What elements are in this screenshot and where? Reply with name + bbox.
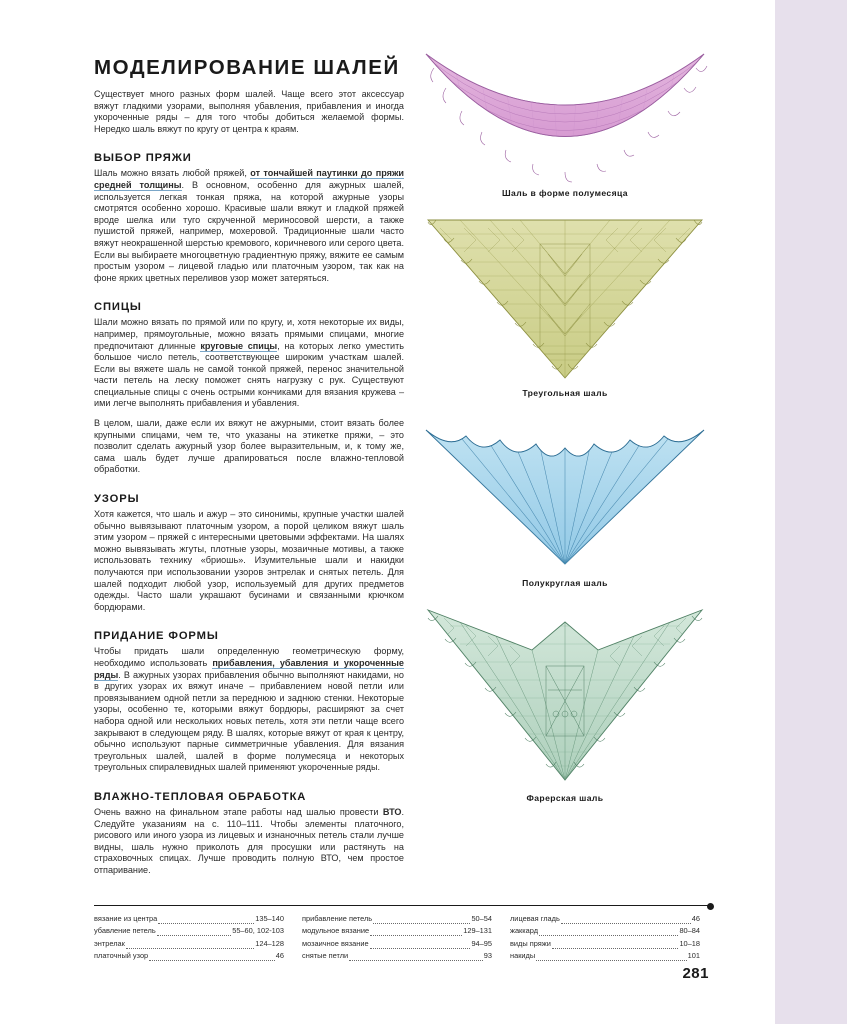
index-entry-label: модульное вязание (302, 926, 370, 936)
crescent-shawl-illustration (420, 44, 710, 184)
index-entry-page: 101 (687, 951, 700, 961)
section-paragraph-blocking-1: Очень важно на финальном этапе работы над шалью провести ВТО. Следуйте указаниям на с. 110–111. Чтобы элементы платочного, рисового или иного узора из лицевых и изнаночных петель стали лучше видны, шаль нужно приколоть для просушки или растянуть на страховочных спицах. Лучше проводить полную ВТО, чем простое отпаривание. (94, 806, 404, 875)
index-leader (370, 928, 462, 936)
page-edge-strip (775, 0, 847, 1024)
section-paragraph-shaping-1: Чтобы придать шали определенную геометрическую форму, необходимо использовать прибавления, убавления и укороченные ряды. В ажурных узорах прибавления обычно выполняют накидами, но в других узорах их вяжут иначе – прибавлением новой петли или провязыванием одной петли за переднюю и заднюю стенки. Некоторые узоры, особенно те, которыми вяжут бордюры, расширяют за счет набора одной или нескольких новых петель, хотя эти петли чаще всего закрывают в следующем ряду. В шалях, которые вяжут от края к центру, обычно используют парные симметричные убавления. Для вязания треугольных шалей, шалей в форме полумесяца и некоторых треугольных спиралевидных шалей применяют укороченные ряды. (94, 646, 404, 773)
index-entry-page: 50–54 (471, 914, 492, 923)
index-entry-page: 10–18 (679, 938, 700, 948)
index-entry[interactable] (510, 938, 700, 950)
index-entry[interactable] (510, 913, 700, 925)
index-entry-label: жаккард (510, 926, 539, 936)
page-title: МОДЕЛИРОВАНИЕ ШАЛЕЙ (94, 56, 400, 79)
index-column-1 (94, 913, 284, 963)
index-entry-page: 93 (483, 951, 492, 961)
cross-reference-index (94, 913, 716, 963)
figure-caption-triangle: Треугольная шаль (522, 388, 608, 398)
figure-caption-faroese: Фарерская шаль (526, 793, 604, 803)
index-entry-page: 124–128 (255, 938, 284, 948)
index-entry-page: 46 (275, 951, 284, 961)
section-paragraph-needles-2: В целом, шали, даже если их вяжут не ажурными, стоит вязать более крупными спицами, чем те, что указаны на этикетке пряжи, – это позволит сделать ажурный узор более выразительным, и, к тому же, сама шаль будет лучше драпироваться после влажно-тепловой обработки. (94, 418, 404, 475)
article-text-column (94, 56, 404, 876)
section-paragraph-patterns-1: Хотя кажется, что шаль и ажур – это синонимы, крупные участки шалей обычно вывязывают платочным узором, а порой целиком вяжут шаль этим узором – пряжей с интересными цветовыми эффектами. На шалях можно вывязывать жгуты, плотные узоры, мозаичные мотивы, а также использовать технику «бриошь». Изумительные шали и накидки получаются при использовании узоров энтрелак и снятых петель. Для шалей подходит любой узор, используемый для других предметов одежды. Часто шали украшают бусинами и связанными крючком бордюрами. (94, 509, 404, 612)
index-leader (552, 941, 679, 949)
index-leader (349, 953, 483, 961)
index-entry-page: 129–131 (463, 926, 492, 936)
index-entry-page: 55–60, 102-103 (232, 926, 284, 936)
inline-highlight-needles: круговые спицы (200, 340, 278, 351)
index-leader (126, 941, 254, 949)
index-leader (158, 916, 254, 924)
inline-bold-blocking: ВТО (382, 806, 402, 817)
index-entry-page: 46 (691, 914, 700, 923)
index-leader (561, 916, 691, 924)
page-number: 281 (682, 965, 709, 982)
index-leader (370, 941, 471, 949)
inline-highlight-yarn: от тончайшей паутинки до пряжи средней толщины (94, 168, 405, 190)
index-entry-page: 94–95 (471, 938, 492, 948)
article-intro: Существует много разных форм шалей. Чаще всего этот аксессуар вяжут гладкими узорами, выполняя убавления, прибавления и иногда укороченные ряды – для того чтобы добиться желаемой формы. Нередко шаль вяжут по кругу от центра к краям. (94, 89, 404, 134)
section-paragraph-yarn-1: Шаль можно вязать любой пряжей, от тончайшей паутинки до пряжи средней толщины. В основном, особенно для ажурных шалей, используется легкая тонкая пряжа, на которой ажурные узоры смотрятся особенно хорошо. Красивые шали вяжут и гладкой пряжей вроде шелка или туго скрученной мериносовой шерсти, а также пушистой пряжей, например, мохеровой. Традиционные шали часто вяжут неокрашенной шерстью кремового, коричневого или серого цвета. Если вы выбираете многоцветную градиентную пряжу, вяжите ее самым простым узором – лицевой гладью или платочным узором, так как на фоне ярких цветных переливов узор может затеряться. (94, 168, 405, 283)
index-entry-label: виды пряжи (510, 938, 551, 948)
inline-highlight-shaping: прибавления, убавления и укороченные ряды (94, 657, 404, 680)
index-entry-label: накиды (510, 951, 536, 961)
triangle-shawl-illustration (420, 214, 710, 384)
index-leader (373, 916, 470, 924)
index-leader (157, 928, 232, 936)
figure-caption-crescent: Шаль в форме полумесяца (502, 188, 628, 198)
section-paragraph-needles-1: Шали можно вязать по прямой или по кругу, и, хотя некоторые их виды, например, прямоугольные, можно вязать прямыми спицами, многие предпочитают длинные круговые спицы, на которых легко уместить большое число петель, соответствующее широким участкам шалей. Если вы вяжете шаль не самой тонкой пряжей, перенос значительной части петель на леску поможет снять нагрузку с рук. Существуют специальные спицы с очень острыми кончиками для вязания кружева – ими легче выполнять прибавления и убавления. (94, 317, 404, 409)
faroese-shawl-illustration (420, 604, 710, 789)
section-heading-needles: СПИЦЫ (94, 301, 142, 314)
index-entry-label: вязание из центра (94, 914, 158, 923)
index-entry[interactable] (302, 913, 492, 925)
index-entry[interactable] (510, 950, 700, 962)
section-heading-shaping: ПРИДАНИЕ ФОРМЫ (94, 630, 219, 643)
index-entry-label: платочный узор (94, 951, 149, 961)
index-entry[interactable] (94, 925, 284, 937)
figure-caption-semicircle: Полукруглая шаль (522, 578, 608, 588)
index-entry[interactable] (302, 938, 492, 950)
figure-semicircle-shawl (420, 414, 710, 588)
index-entry-label: энтрелак (94, 938, 125, 948)
figure-faroese-shawl (420, 604, 710, 803)
index-entry-label: мозаичное вязание (302, 938, 369, 948)
index-entry[interactable] (94, 913, 284, 925)
section-heading-yarn: ВЫБОР ПРЯЖИ (94, 152, 192, 165)
index-entry-label: лицевая гладь (510, 914, 560, 923)
index-column-2 (302, 913, 492, 963)
index-entry[interactable] (302, 925, 492, 937)
footer-divider (94, 905, 710, 906)
figure-crescent-shawl (420, 44, 710, 198)
index-leader (536, 953, 686, 961)
figure-triangle-shawl (420, 214, 710, 398)
index-entry-label: убавление петель (94, 926, 156, 936)
section-heading-patterns: УЗОРЫ (94, 493, 140, 506)
index-entry-page: 135–140 (255, 914, 284, 923)
index-entry[interactable] (94, 938, 284, 950)
index-leader (149, 953, 275, 961)
index-entry[interactable] (94, 950, 284, 962)
index-entry-label: снятые петли (302, 951, 349, 961)
index-entry-page: 80–84 (679, 926, 700, 936)
index-column-3 (510, 913, 700, 963)
index-leader (539, 928, 678, 936)
index-entry-label: прибавление петель (302, 914, 373, 923)
semicircle-shawl-illustration (420, 414, 710, 574)
section-heading-blocking: ВЛАЖНО-ТЕПЛОВАЯ ОБРАБОТКА (94, 790, 307, 803)
index-entry[interactable] (510, 925, 700, 937)
illustration-column (420, 44, 710, 819)
index-entry[interactable] (302, 950, 492, 962)
